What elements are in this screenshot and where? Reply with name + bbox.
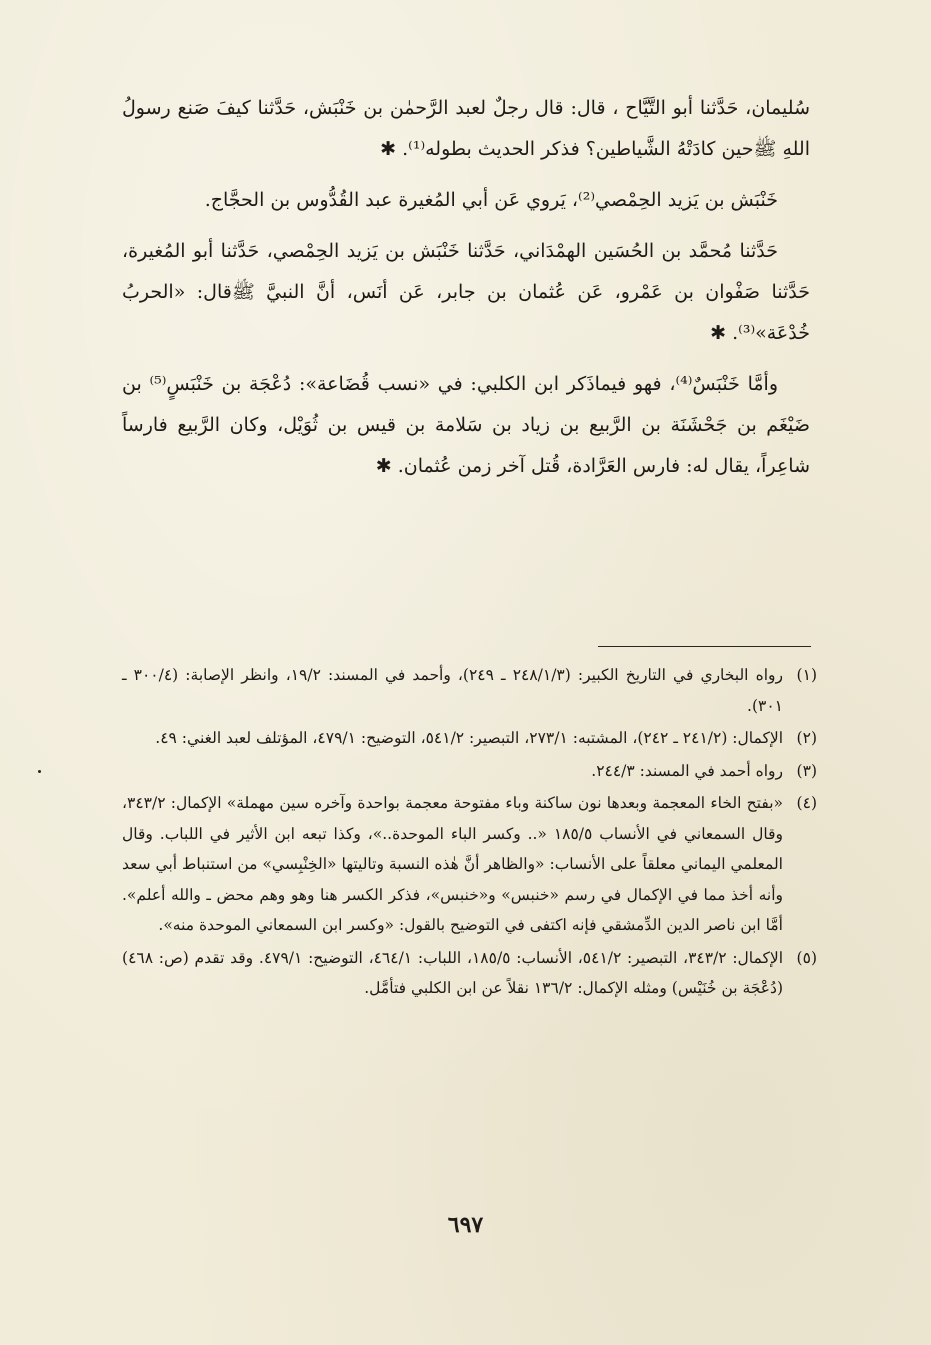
footnote-3 — [122, 756, 817, 787]
footnote-5 — [122, 943, 817, 1004]
footnote-text: «بفتح الخاء المعجمة وبعدها نون ساكنة وباء مفتوحة معجمة بواحدة وآخره سين مهملة» الإكمال: ٣٤٣/٢، وقال السمعاني في الأنساب ١٨٥/٥ «.. وكسر الباء الموحدة..»، وكذا تبعه ابن الأثير في اللباب. وقال المعلمي اليماني معلقاً على الأنساب: «والظاهر أنَّ هٰذه النسبة وتاليتها «الخِنْبِسي» من استنباط أبي سعد وأنه أخذ مما في الإكمال في رسم «خنبس» و«خنبس»، فذكر الكسر هنا وهو وهم محض ـ والله أعلم». أمَّا ابن ناصر الدين الدِّمشقي فإنه اكتفى في التوضيح بالقول: «وكسر ابن السمعاني الموحدة منه». — [122, 794, 783, 934]
footnote-text: رواه أحمد في المسند: ٢٤٤/٣. — [591, 761, 783, 780]
paragraph-khanbash-hadith: حَدَّثنا مُحمَّد بن الحُسَين الهمْدَاني، حَدَّثنا خَنْبَش بن يَزيد الحِمْصي، حَدَّثنا أبو المُغيرة، حَدَّثنا صَفْوان بن عَمْرو، عَن عُثمان بن جابر، عَن أنَس، أنَّ النبيَّ ﷺقال: «الحربُ خُدْعَة»⁽³⁾. ✱ — [122, 240, 810, 344]
footnote-1 — [122, 660, 817, 721]
footnote-2 — [122, 723, 817, 754]
footnote-text: الإكمال: (٢٤١/٢ ـ ٢٤٢)، المشتبه: ٢٧٣/١، التبصير: ٥٤١/٢، التوضيح: ٤٧٩/١، المؤتلف لعبد الغني: ٤٩. — [155, 729, 783, 747]
footnote-text: رواه البخاري في التاريخ الكبير: (٢٤٨/١/٣ ـ ٢٤٩)، وأحمد في المسند: ١٩/٢، وانظر الإصابة: (٣٠٠/٤ ـ ٣٠١). — [122, 666, 783, 715]
paragraph-khanbash-entry: خَنْبَش بن يَزيد الحِمْصي⁽²⁾، يَروي عَن أبي المُغيرة عبد القُدُّوس بن الحجَّاج. — [204, 189, 778, 211]
page-number: ٦٩٧ — [447, 1212, 484, 1238]
footnote-4 — [122, 788, 817, 941]
footnote-number: (٣) — [796, 761, 817, 780]
footnote-number: (٥) — [796, 948, 817, 967]
scan-speck — [38, 770, 41, 773]
footnote-text: الإكمال: ٣٤٣/٢، التبصير: ٥٤١/٢، الأنساب: ١٨٥/٥، اللباب: ٤٦٤/١، التوضيح: ٤٧٩/١. وقد تقدم (ص: ٤٦٨) (دُعْجَة بن خُنَيْس) ومثله الإكمال: ١٣٦/٢ نقلاً عن ابن الكلبي فتأمَّل. — [122, 948, 784, 997]
footnote-number: (٤) — [796, 794, 817, 812]
paragraph-khanbas-entry: وأمَّا خَنْبَسٌ⁽⁴⁾، فهو فيماذَكر ابن الكلبي: في «نسب قُضَاعة»: دُعْجَة بن خَنْبَسٍ⁽⁵⁾ بن ضَيْغَم بن جَحْشَنَة بن الرَّبيع بن زياد بن سَلامة بن قيس بن ثُوَيْل، وكان الرَّبيع فارساً شاعِراً، يقال له: فارس العَرَّادة، قُتل آخر زمن عُثمان. ✱ — [122, 373, 810, 477]
footnotes — [122, 660, 817, 1006]
main-text — [122, 88, 810, 497]
footnote-number: (٢) — [796, 729, 817, 747]
footnote-number: (١) — [796, 666, 817, 684]
paragraph-hadith-sulayman: سُليمان، حَدَّثنا أبو التَّيَّاح ، قال: قال رجلٌ لعبد الرَّحمٰن بن خَنْبَش، حَدَّثنا كيفَ صَنع رسولُ اللهِ ﷺحين كادَتْهُ الشَّياطين؟ فذكر الحديث بطوله⁽¹⁾. ✱ — [122, 97, 810, 160]
footnote-separator — [598, 646, 811, 647]
